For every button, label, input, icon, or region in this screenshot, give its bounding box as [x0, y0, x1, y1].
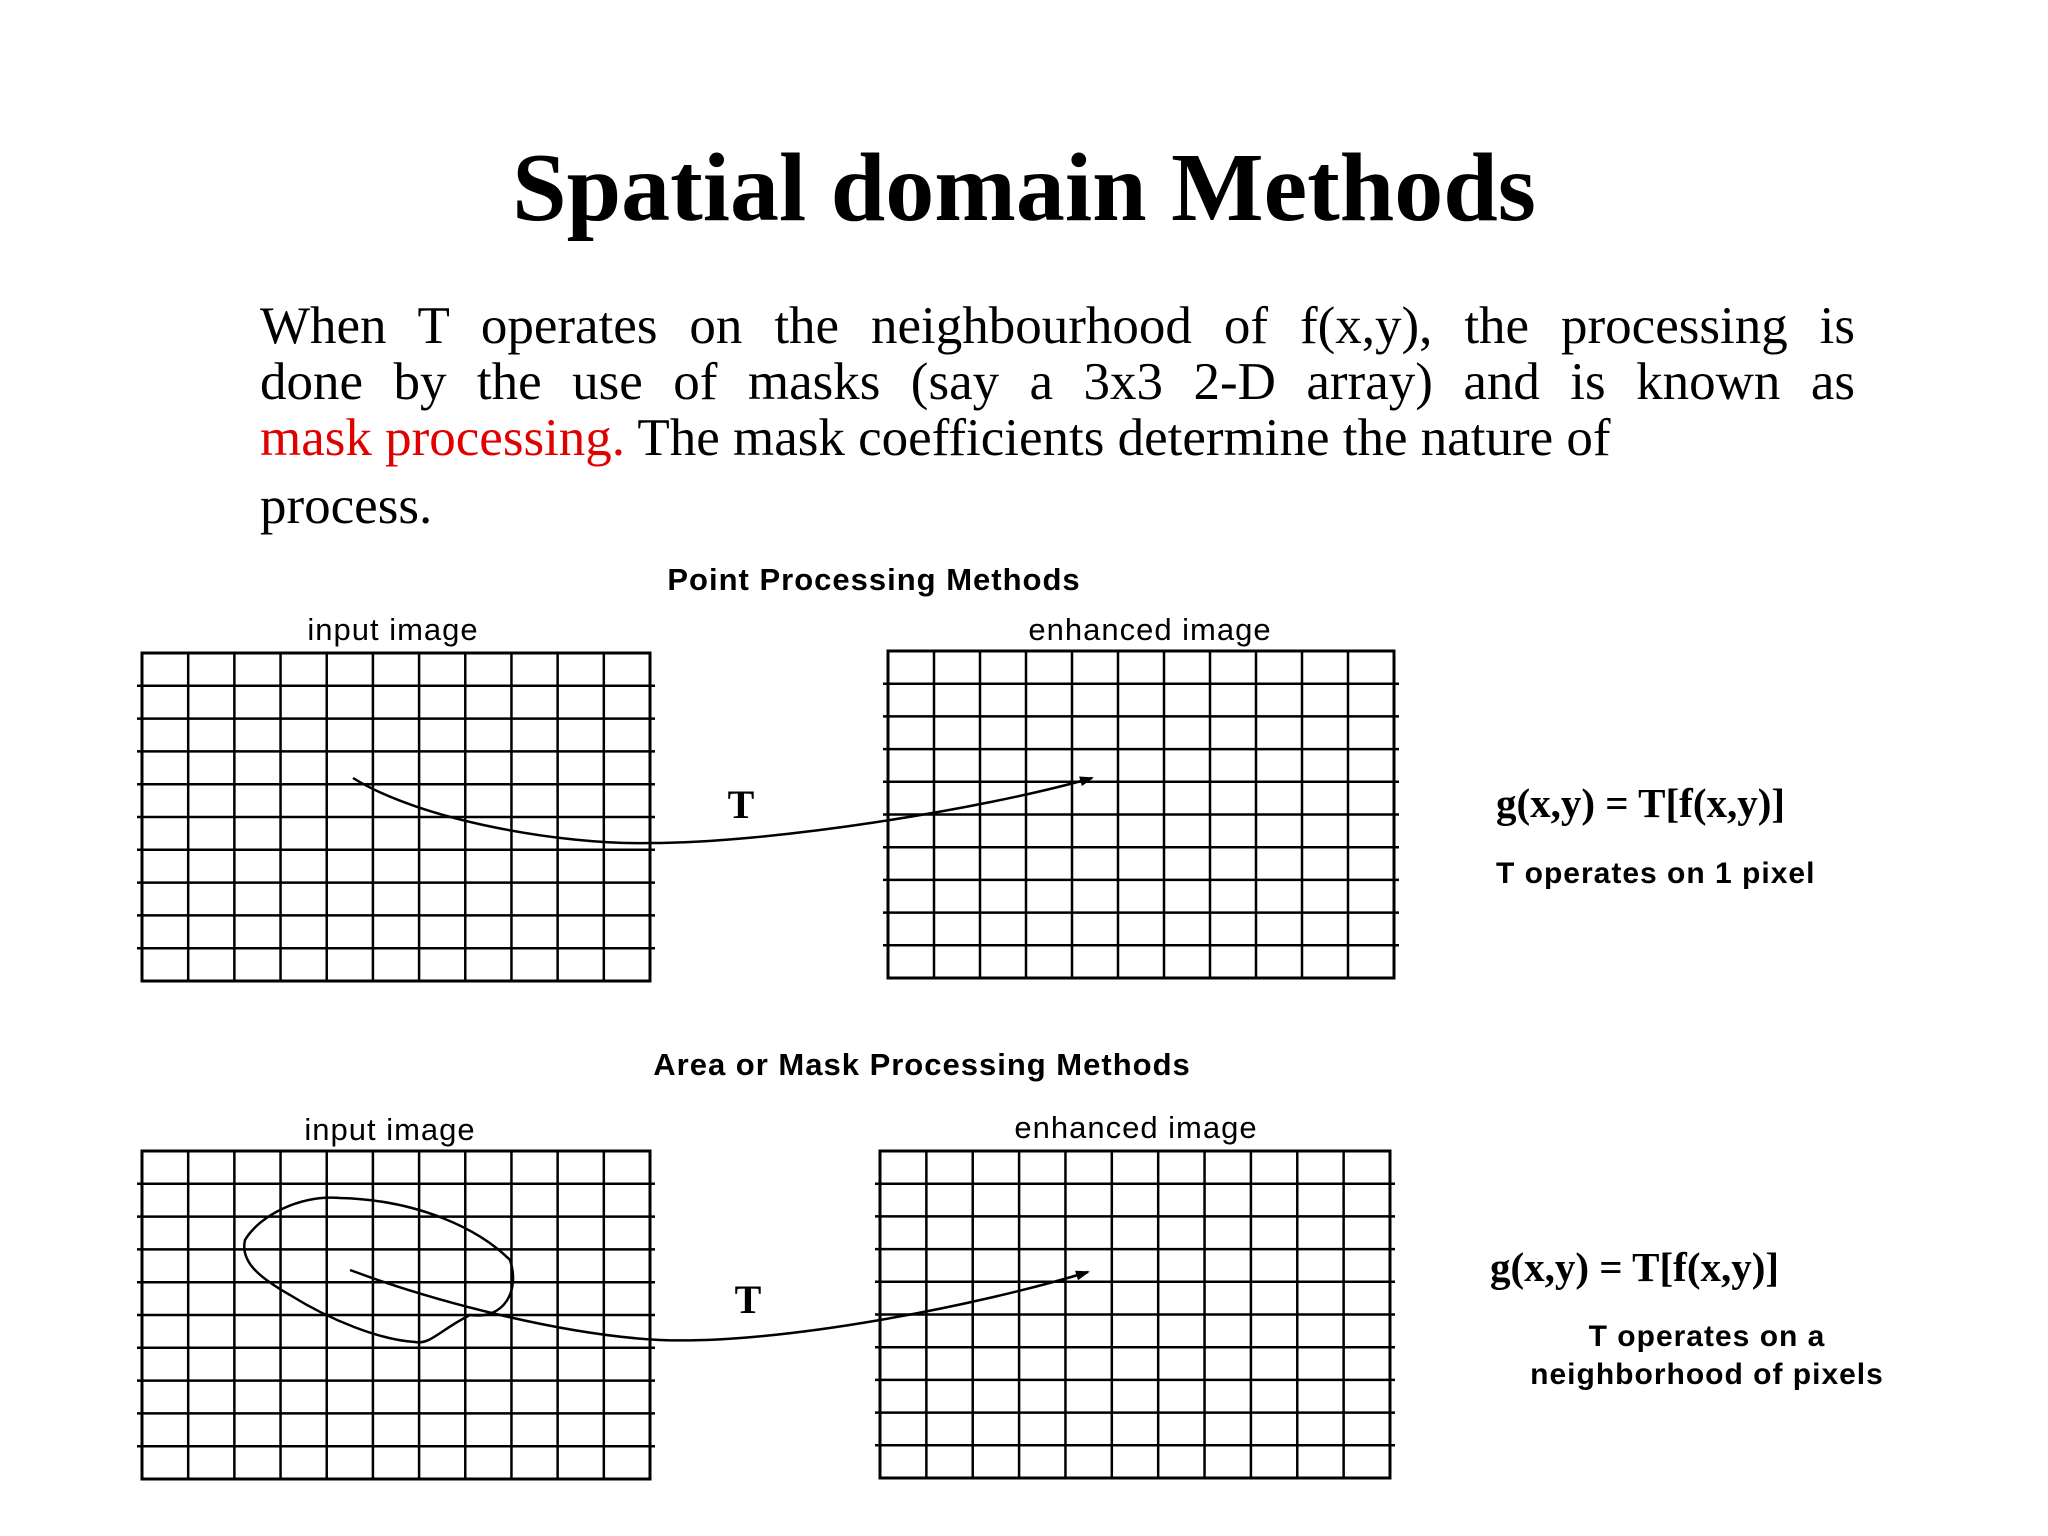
paragraph-line-3-rest: The mask coefficients determine the nature of: [625, 409, 1611, 467]
mask-operator-label: T: [734, 1277, 762, 1322]
mask-note-line-1: T operates on a: [1588, 1320, 1826, 1353]
point-processing-heading: Point Processing Methods: [667, 562, 1081, 597]
mask-processing-heading: Area or Mask Processing Methods: [653, 1047, 1191, 1082]
point-input-grid: [137, 653, 655, 981]
point-input-label: input image: [307, 612, 479, 647]
slide-title: Spatial domain Methods: [512, 134, 1536, 242]
mask-output-label: enhanced image: [1014, 1110, 1258, 1145]
mask-processing-term: mask processing.: [260, 409, 626, 467]
paragraph-line-1: When T operates on the neighbourhood of f(x,y), the processing is: [260, 297, 1855, 355]
mask-input-grid: [137, 1151, 655, 1479]
point-processing-section: [137, 562, 1815, 981]
mask-note-line-2: neighborhood of pixels: [1530, 1358, 1884, 1391]
point-operator-label: T: [727, 782, 755, 827]
neighborhood-outline: [244, 1198, 513, 1343]
point-output-label: enhanced image: [1028, 612, 1272, 647]
mask-processing-section: [137, 1047, 1884, 1479]
mask-input-label: input image: [304, 1112, 476, 1147]
paragraph-line-4: process.: [260, 477, 433, 535]
paragraph-line-2: done by the use of masks (say a 3x3 2-D array) and is known as: [260, 353, 1855, 411]
point-note-line-1: T operates on 1 pixel: [1496, 857, 1816, 890]
point-equation: g(x,y) = T[f(x,y)]: [1496, 780, 1786, 826]
point-output-grid: [883, 651, 1399, 978]
mask-output-grid: [875, 1151, 1395, 1478]
mask-equation: g(x,y) = T[f(x,y)]: [1490, 1244, 1780, 1290]
